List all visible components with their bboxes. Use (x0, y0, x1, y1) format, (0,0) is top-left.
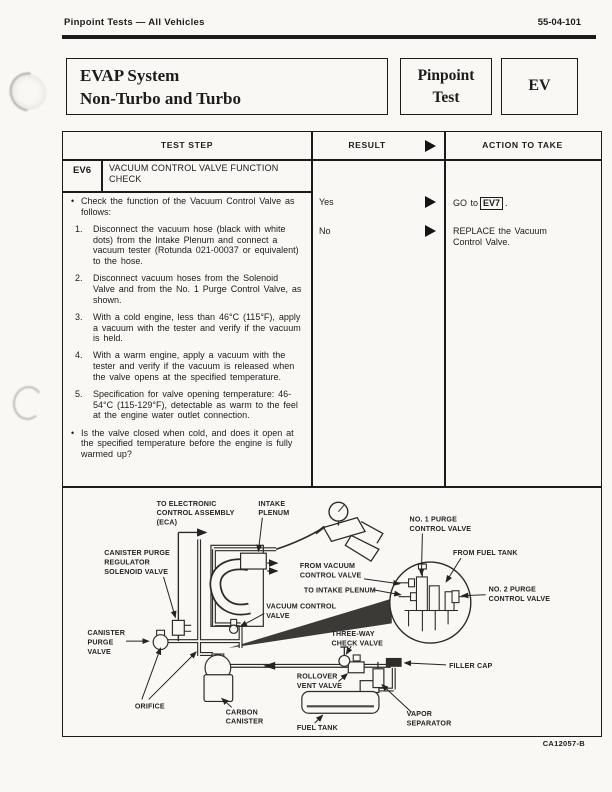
label-three-way: THREE-WAY CHECK VALVE (331, 630, 384, 648)
label-to-intake-plenum: TO INTAKE PLENUM (303, 586, 376, 595)
result-no: No (319, 226, 331, 236)
step-marker: 5. (75, 389, 83, 400)
test-step-item (71, 196, 303, 217)
label-orifice: ORIFICE (134, 702, 165, 711)
step-text: Disconnect the vacuum hose (black with white dots) from the Intake Plenum and connect a vacuum tester (Rotunda 021-00037 or equivalent) to the hose. (93, 223, 299, 267)
test-step-item (71, 350, 303, 382)
pinpoint-label-line2: Test (432, 89, 460, 106)
label-no1-purge: NO. 1 PURGE CONTROL VALVE (409, 515, 472, 533)
label-cpr-solenoid: CANISTER PURGE REGULATOR SOLENOID VALVE (104, 549, 170, 576)
label-filler-cap: FILLER CAP (449, 661, 493, 670)
step-marker: 1. (75, 223, 83, 234)
rollover-vent-valve-shape (348, 655, 364, 673)
result-arrow-icon (425, 140, 436, 152)
filler-cap-shape (386, 658, 402, 667)
scan-smudge-middle (11, 384, 45, 422)
canister-purge-valve-shape (153, 630, 168, 649)
scan-smudge-top (2, 65, 57, 120)
label-from-fuel-tank: FROM FUEL TANK (453, 549, 518, 558)
step-marker: • (71, 427, 75, 438)
intake-manifold (211, 545, 277, 633)
label-rollover: ROLLOVER VENT VALVE (296, 672, 342, 691)
step-text: With a cold engine, less than 46°C (115°F), apply a vacuum with the tester and verify if the vacuum is held. (93, 311, 301, 344)
label-fuel-tank: FUEL TANK (296, 724, 338, 733)
result-arrow-icon (425, 225, 436, 237)
system-title-line2: Non-Turbo and Turbo (80, 89, 241, 108)
result-arrow-icon (425, 196, 436, 208)
label-vapor-separator: VAPOR SEPARATOR (406, 710, 452, 728)
system-title-box (66, 58, 388, 115)
test-step-item (71, 389, 303, 421)
pinpoint-test-table (62, 131, 602, 487)
test-title: VACUUM CONTROL VALVE FUNCTION CHECK (109, 163, 279, 184)
action-target-code: EV7 (480, 197, 503, 210)
column-divider-1 (311, 132, 313, 486)
action-go-to: GO to (453, 198, 479, 208)
three-way-check-valve-shape (339, 647, 350, 666)
test-step-item (71, 224, 303, 267)
label-from-vcv: FROM VACUUM CONTROL VALVE (299, 562, 362, 580)
test-step-list (71, 196, 303, 460)
step-marker: • (71, 196, 75, 206)
label-canister-purge-valve: CANISTER PURGE VALVE (87, 629, 125, 656)
label-intake-plenum: INTAKE PLENUM (258, 499, 290, 518)
test-id: EV6 (73, 165, 91, 176)
step-text: Disconnect vacuum hoses from the Solenoid Valve and from the No. 1 Purge Control Valve, as shown. (93, 273, 302, 305)
system-title-line1: EVAP System (80, 66, 180, 85)
test-code-box (501, 58, 578, 115)
action-period: . (505, 198, 508, 208)
header-row-divider (63, 159, 601, 161)
evap-system-diagram (62, 487, 602, 737)
page-number: 55-04-101 (537, 17, 581, 28)
column-header-action: ACTION TO TAKE (482, 140, 563, 150)
test-id-cell-divider (101, 159, 103, 192)
header-rule (62, 35, 596, 39)
test-step-item (71, 273, 303, 305)
pinpoint-label-line1: Pinpoint (417, 67, 475, 84)
result-yes: Yes (319, 197, 334, 207)
column-header-test-step: TEST STEP (160, 140, 214, 150)
label-no2-purge: NO. 2 PURGE CONTROL VALVE (488, 585, 551, 604)
intake-plenum-shape (241, 553, 267, 569)
column-header-result: RESULT (348, 140, 386, 150)
step-marker: 3. (75, 311, 83, 322)
evap-diagram-svg (63, 488, 600, 735)
test-code: EV (528, 77, 551, 94)
running-header-title: Pinpoint Tests — All Vehicles (64, 17, 205, 28)
step-text: Check the function of the Vacuum Control Valve as follows: (81, 196, 295, 217)
vacuum-control-valve-shape (230, 625, 238, 633)
step-marker: 4. (75, 350, 83, 361)
action-no: REPLACE the Vacuum Control Valve. (453, 226, 547, 247)
flow-arrow-icon (263, 662, 275, 670)
label-eca: TO ELECTRONIC CONTROL ASSEMBLY (ECA) (156, 499, 235, 527)
detail-callout (390, 562, 471, 643)
test-step-item (71, 312, 303, 344)
action-yes (453, 197, 557, 210)
test-step-item (71, 428, 303, 460)
label-vacuum-control-valve: VACUUM CONTROL VALVE (266, 602, 337, 620)
figure-code: CA12057-B (542, 739, 585, 748)
solenoid-valve (172, 620, 191, 635)
pinpoint-test-box (400, 58, 492, 115)
column-divider-2 (444, 132, 446, 486)
step-marker: 2. (75, 273, 83, 284)
vacuum-tester (276, 502, 383, 561)
label-carbon-canister: CARBON CANISTER (225, 708, 264, 726)
step-text: Specification for valve opening temperature: 46-54°C (115-129°F), detectable as warm to the feel at the engine water outlet connection. (93, 389, 298, 421)
step-text: Is the valve closed when cold, and does it open at the specified temperature before the engine is fully warmed up? (81, 427, 294, 460)
carbon-canister-shape (204, 654, 233, 701)
step-text: With a warm engine, apply a vacuum with the tester and verify if the vacuum is released when the valve opens at the specified temperature. (93, 350, 295, 382)
